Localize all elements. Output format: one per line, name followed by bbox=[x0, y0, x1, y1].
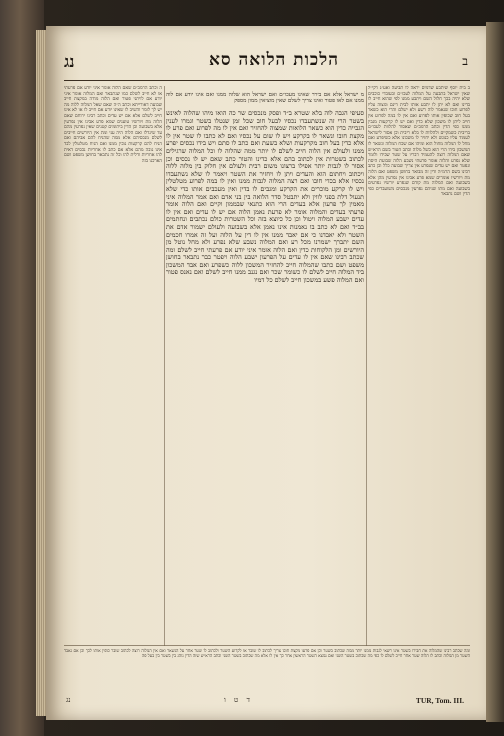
bottom-divider bbox=[64, 645, 470, 646]
main-text-column bbox=[166, 110, 364, 640]
page-footer bbox=[64, 696, 470, 708]
center-column-text: סעיפי הגבה לוה בלא שטרא ב״ד ופסק מנכסים שר כה הואו מיהו שהלוה לאינש בשטר הרי זה שנשתעבדו נכסיו לבעל חוב שכל זמן שנטלו בשטר וגמרו לענין הגבייה כדין הוא כשאר הלואות שמצוה להחזיר ואם אין לו מה לפרוע ואם פרע לו מקצת חובו ונשאר לו בקרקע ויש לו שום על נכסיו ואם לא כתבו לו שטר אין לו אלא כדין בעל חוב מקרקעות ושלא בשעת ואם כתב לו סתם ויש בידו נכסים יפרע ממנו ולעולם אין הלוה חייב לשלם לו יותר ממה שהלוה לו וכל המלוה שרגילים לכתוב בשטרות אין לכתוב בהם אלא כדינו והטור כתב שאם יש לו נכסים וכן אסור לו לגבות יותר אפילו ברצונו משום רבית ולעולם אין חלוק בין מלוה ללוה ויכתוב ויחתום הוא והעדים ויתן לו ויחזיר את השטר ויאמר לו שלא נשתעבדו נכסיו אלא בכדי חובו ואם רצה המלוה לגבות ממנו ואין לו במה לפרוע מטלטלין ויש לו קרקע מוכרים את הקרקע ומגבים לו בדין ואין מעכבים אותו כדי שלא תנעול דלת בפני לווין ולא יתבטל סדר הלואה בין בני אדם ואם אמר המלוה איני מאמין לך פרעון אלא בעדים הרי הוא כתנאי שבממון וקיים ואם הלוה אומר פרעתי בעדים והמלוה אומר לא פרעת נאמן הלוה אם יש לו עדים ואם אין לו עדים ישבע המלוה ויטול וכן כל כיוצא בזה וכל השטרות כולם נכתבים ונחתמים בב״ד ואם לא כתב בו נאמנות אינו נאמן אלא בשבועה ולעולם ישמור אדם את השטר ולא יאבדנו כי אם יאבד ממנו אין לו דין על הלוה ועל זה אמרו חכמים השם יתברך ישמרנו מכל רע ואם המלוה נשבע שלא נפרע ולא מחל נוטל מן היורשים ומן הלקוחות כדין ואם הלוה אומר איני יודע אם פרעתי חייב לשלם ומה שכתב רבינו שאם אין לו עדים על הפרעון ישבע הלוה ויפטר כבר נתבאר בחושן משפט ושם כתבו שהמלוה חייב להחזיר המשכון ללוה כשפרע ואם אבד המשכון ביד המלוה חייב לשלם לו כשומר שכר ואם נגנב ממנו חייב לשלם ואם נאנס פטור ואם המלוה פשע במשכון חייב לשלם כל דמיו bbox=[166, 110, 364, 285]
facing-page-edge bbox=[486, 22, 504, 722]
page-number: נג bbox=[64, 52, 75, 71]
printer-signature: TUR, Tom. III. bbox=[415, 696, 464, 705]
corner-mark: ב bbox=[462, 54, 468, 68]
commentary-column-left bbox=[64, 86, 162, 646]
left-column-text: ה וכתב הרמב״ם שאם הלוה אומר איני יודע אם פרעתי או לא חייב לשלם כמו שנתבאר ואם המלוה אומר איני יודע אם לויתני פטור ואם הלוה מודה במקצת חייב שבועה דאורייתא וכתב ה״ה שאם שאל המלוה ללוה מה יש לך לומר והשיב לו שאינו יודע אם חייב לו או לא אינו חייב לשלם אלא אם יש עדים וכתב רבינו ירוחם שאם הלוה מת ויורשיו טוענים שמא פרע אבינו אין נפרעין אלא בשבועה וכן הדין ביתומים קטנים שאין נפרעין מהם עד שיגדלו ואם הלוה היה עני ומת אין היורשים חייבים לשלם מנכסיהם אלא ממה שהניח להם אביהם ואם הניח להם קרקעות גובין ממנו ואם הניח מטלטלין לבד אינו גובה מהם אלא אם כתב לו אחריות נכסים דאית להו אחריות ודלית להו וכל זה נתבאר בחושן משפט ושם הארכנו בזה bbox=[64, 86, 162, 164]
footer-gathering-mark: ד ט ו bbox=[224, 696, 253, 704]
footer-page-mark: נג bbox=[66, 696, 71, 704]
column-divider-right bbox=[366, 86, 367, 646]
column-divider-left bbox=[164, 86, 165, 646]
footnote-text: ומה שכתב רבינו שהמלוה את חבירו בשטר אינו רשאי לגבות ממנו יותר ממה שכתוב בשטר וכן אם פרעו מקצת חובו צריך לכתוב לו שובר או לקרוע השטר ולכתוב לו שטר אחר על הנשאר ואם אין המלוה רוצה לכתוב שובר כופין אותו לכך וכן אם נאבד השטר מן המלוה וכתב לו הלוה שטר אחר חייב לשלם לו כפי מה שכתוב בשטר השני ואם נמצא השטר הראשון אחר כך אין לו אלא מה שכתוב בשטר השני וכתב הרא״ש שזה הדין נוהג בין בשטר בין בעל פה bbox=[64, 648, 470, 659]
center-head-text: מ ישראל אלא אם בירר שאינו מעכו״ם ואם ישראל הוא שלוה ממנו ואם אינו יודע אם לוה ממנו אם לאו פטור ואינו צריך לשלם שאין מוציאין ממון מספק bbox=[166, 91, 364, 104]
page-header bbox=[64, 50, 470, 81]
main-text-heading bbox=[166, 86, 364, 106]
page-title: הלכות הלואה סא bbox=[209, 50, 339, 70]
right-column-text: ב בית יוסף שיתבע שדמים יראה לו תביעה ואע״ג דקי״ל שאין ישראל בתבעה על המלוה לעכו״ם ובעובדי כוכבים שלא יהיה בכך חלול השם ויתבע ממנו לפי שהוא חייב לו בדינו ואם לא יתן לו יתבע אותו לבית דינם ומצוה עליו לפרוע חובו שנאמר לוה רשע ולא ישלם והרי הוא כשאר בעל חוב שכופין אותו לפרוע ואם אין לו במה לפרוע אין חייב ליתן לו משכון שלא כדין ואם יש לו קרקעות מגבין ממנו כפי הדין וכתב הרמב״ם שאסור להלוות לעכו״ם בריבית כשמקיים ולהלוות לו בלא ריבית וכן אסור לישראל לעמוד עליו כנוגש ולא יחזיר לו משכונו אלא כשיפרע ואם מחל לו המלוה מחול הוא ומיהו אם שכח המלוה ונשאר לו המשכון בידו הרי הוא כשל מלוה וכתב הטור בשם הרא״ש שאם המלוה רוצה להעמיד דבריו על שטר שבידו ולומר שלא נפרע והלוה אומר פרעתי נשבע הלוה שבועת היסת ונפטר ואם יש עדים שנפרע אין צריך שבועה כלל וכן כתב רבינו בשם הרמ״ה ודין זה מבואר בחושן משפט ואם הלוה מת ויורשיו אומרים שמא פרע אבינו אין נפרעין מהן אלא בשבועה ואם המלוה מת קודם שנפרע יורשיו נפרעים בשבועה ואם מתו שניהם נפרעין מנכסים משועבדים כפי הדין ושם נתבאר bbox=[368, 86, 470, 198]
commentary-column-right bbox=[368, 86, 470, 646]
footnote-block bbox=[64, 648, 470, 692]
